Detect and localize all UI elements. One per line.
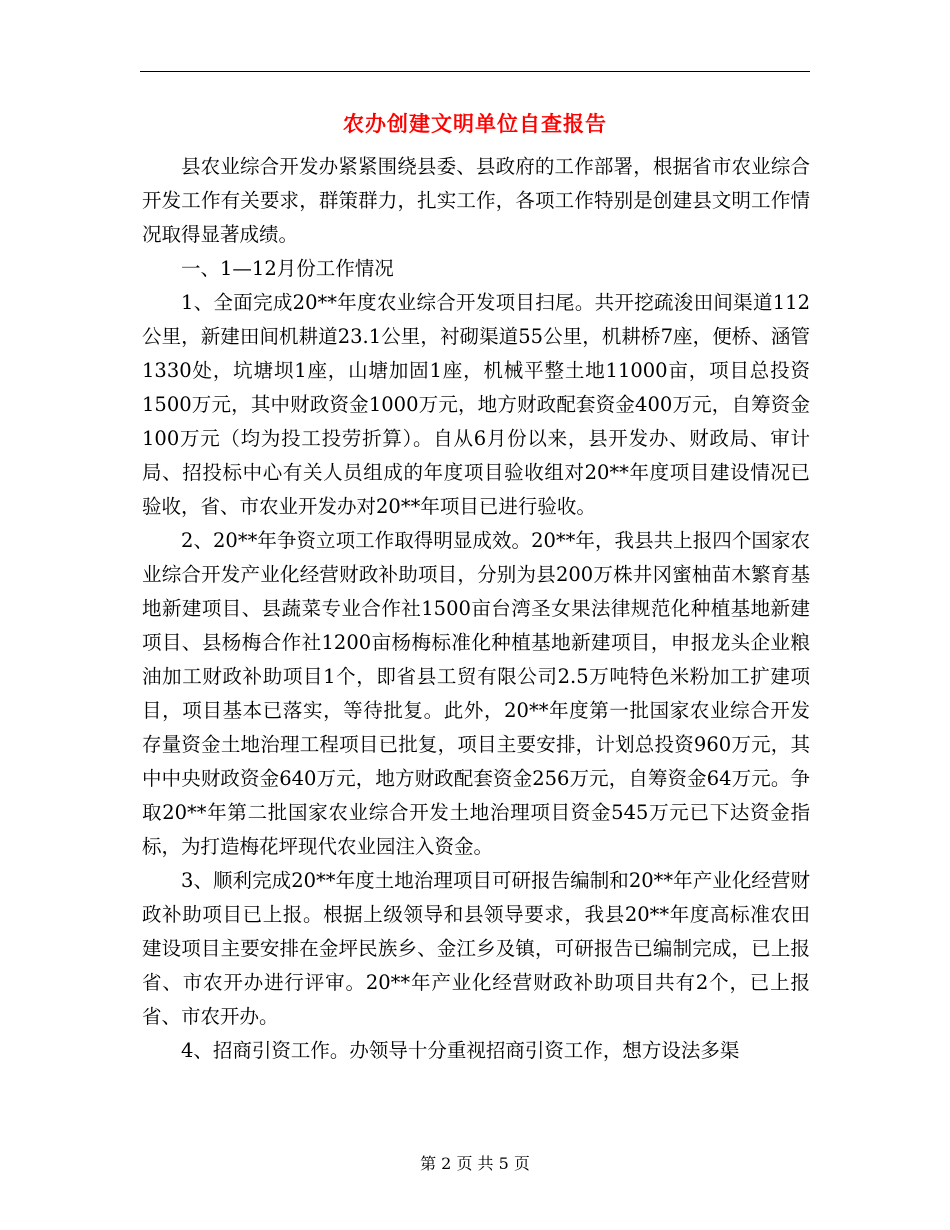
paragraph-item-3: 3、顺利完成20**年度土地治理项目可研报告编制和20**年产业化经营财政补助项目已上报。根据上级领导和县领导要求，我县20**年度高标准农田建设项目主要安排在金坪民族乡、金江乡及镇，可研报告已编制完成，已上报省、市农开办进行评审。20**年产业化经营财政补助项目共有2个，已上报省、市农开办。 — [142, 869, 810, 1028]
document-body — [142, 150, 810, 1068]
document-title: 农办创建文明单位自查报告 — [343, 111, 607, 136]
header-rule — [140, 71, 810, 72]
paragraph-intro: 县农业综合开发办紧紧围绕县委、县政府的工作部署，根据省市农业综合开发工作有关要求，群策群力，扎实工作，各项工作特别是创建县文明工作情况取得显著成绩。 — [142, 155, 810, 246]
page-number: 第 2 页 共 5 页 — [420, 1154, 530, 1173]
paragraph-item-4: 4、招商引资工作。办领导十分重视招商引资工作，想方设法多渠 — [181, 1039, 740, 1062]
paragraph-item-1: 1、全面完成20**年度农业综合开发项目扫尾。共开挖疏浚田间渠道112公里，新建田间机耕道23.1公里，衬砌渠道55公里，机耕桥7座，便桥、涵管1330处，坑塘坝1座，山塘加固1座，机械平整土地11000亩，项目总投资1500万元，其中财政资金1000万元，地方财政配套资金400万元，自筹资金100万元（均为投工投劳折算）。自从6月份以来，县开发办、财政局、审计局、招投标中心有关人员组成的年度项目验收组对20**年度项目建设情况已验收，省、市农业开发办对20**年项目已进行验收。 — [142, 291, 810, 518]
paragraph-item-2: 2、20**年争资立项工作取得明显成效。20**年，我县共上报四个国家农业综合开发产业化经营财政补助项目，分别为县200万株井冈蜜柚苗木繁育基地新建项目、县蔬菜专业合作社1500亩台湾圣女果法律规范化种植基地新建项目、县杨梅合作社1200亩杨梅标准化种植基地新建项目，申报龙头企业粮油加工财政补助项目1个，即省县工贸有限公司2.5万吨特色米粉加工扩建项目，项目基本已落实，等待批复。此外，20**年度第一批国家农业综合开发存量资金土地治理工程项目已批复，项目主要安排，计划总投资960万元，其中中央财政资金640万元，地方财政配套资金256万元，自筹资金64万元。争取20**年第二批国家农业综合开发土地治理项目资金545万元已下达资金指标，为打造梅花坪现代农业园注入资金。 — [142, 529, 810, 858]
section-heading: 一、1—12月份工作情况 — [181, 257, 394, 280]
